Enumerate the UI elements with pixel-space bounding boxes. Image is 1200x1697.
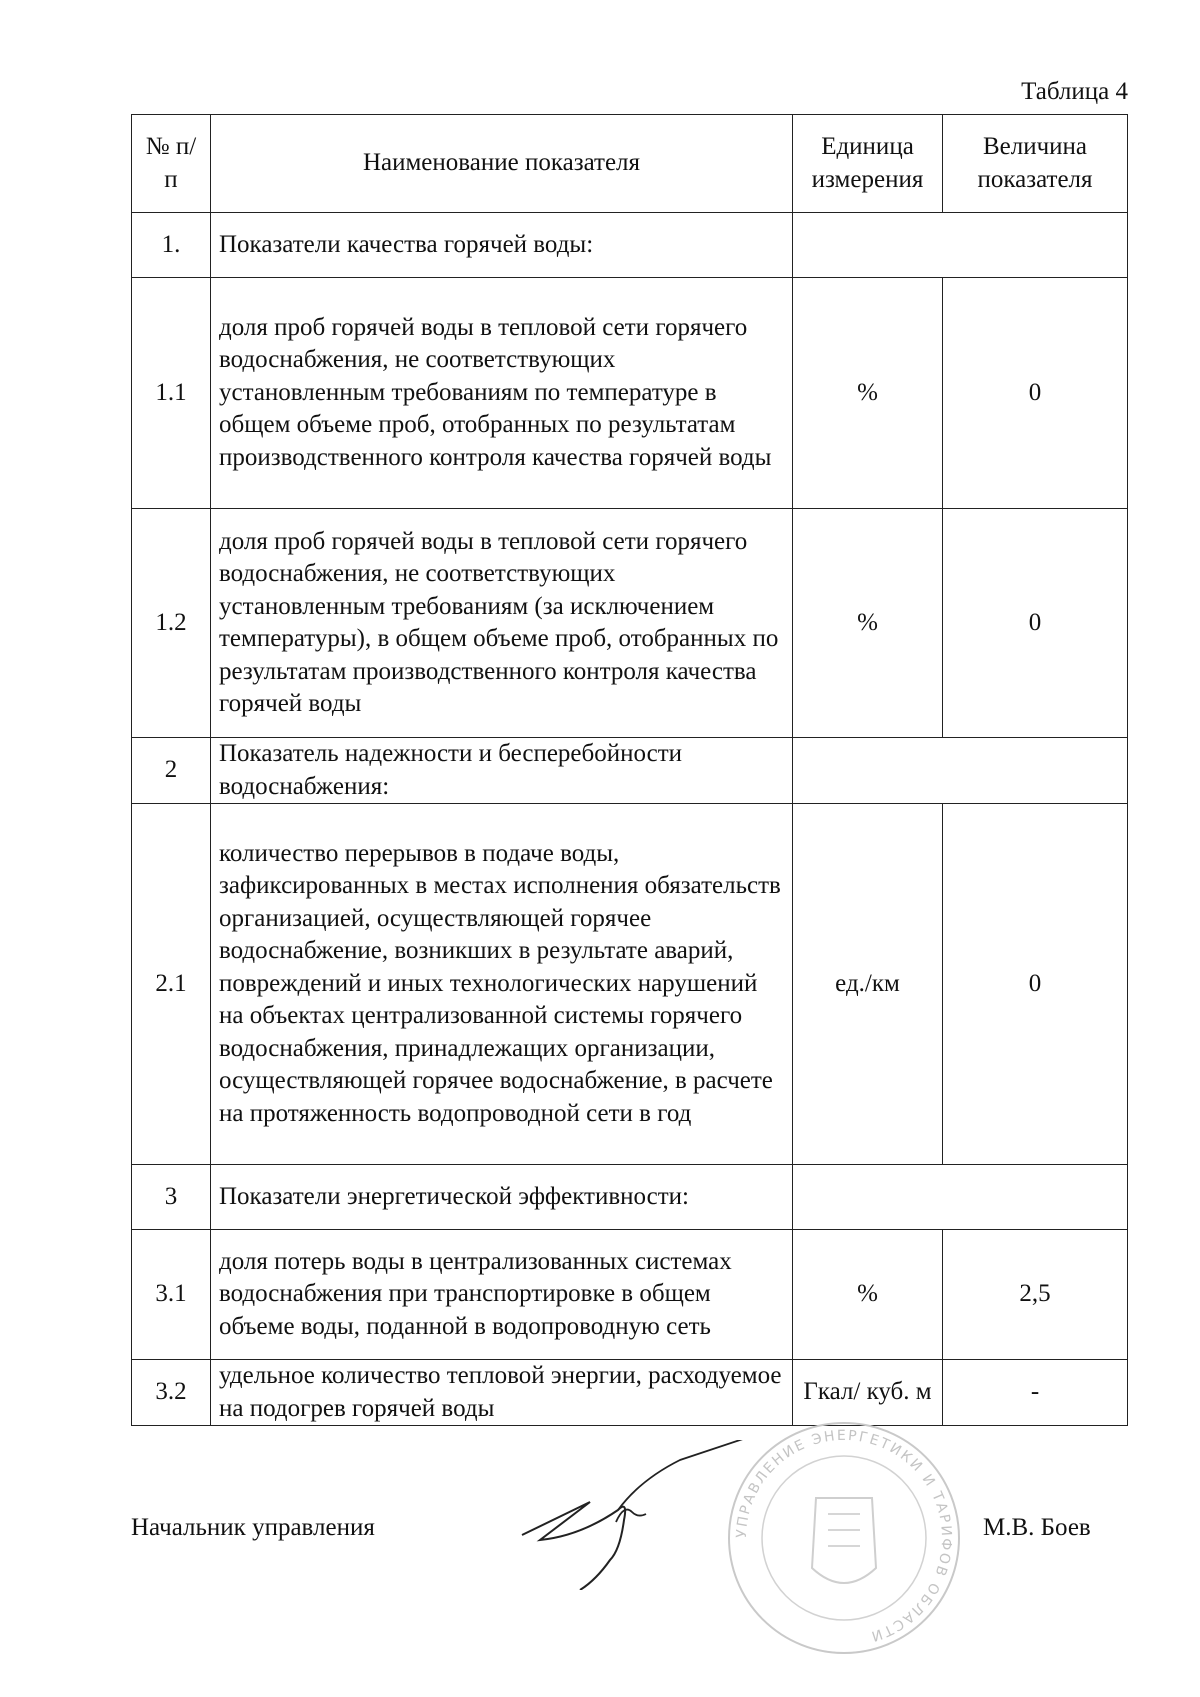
signatory-name: М.В. Боев [983, 1514, 1091, 1541]
row-name: доля проб горячей воды в тепловой сети горячего водоснабжения, не соответствующих установленным требованиям (за исключением температуры), в общем объеме проб, отобранных по результатам производственного контроля качества горячей воды [211, 509, 793, 738]
header-num: № п/п [132, 115, 211, 213]
row-num: 3.2 [132, 1360, 211, 1426]
table-row [132, 509, 1128, 738]
row-name: удельное количество тепловой энергии, расходуемое на подогрев горячей воды [211, 1360, 793, 1426]
row-unit: Гкал/ куб. м [793, 1360, 943, 1426]
row-name: Показатели энергетической эффективности: [211, 1165, 793, 1230]
row-name: Показатели качества горячей воды: [211, 213, 793, 278]
row-empty [793, 1165, 1128, 1230]
row-num: 1.1 [132, 278, 211, 509]
indicators-table [131, 114, 1128, 1426]
row-unit: % [793, 509, 943, 738]
row-unit: % [793, 1230, 943, 1360]
handwritten-signature [520, 1440, 820, 1590]
header-name: Наименование показателя [211, 115, 793, 213]
row-name: доля потерь воды в централизованных системах водоснабжения при транспортировке в общем объеме воды, поданной в водопроводную сеть [211, 1230, 793, 1360]
table-caption: Таблица 4 [1021, 78, 1128, 105]
table-row [132, 1165, 1128, 1230]
row-value: 0 [943, 804, 1128, 1165]
table-row [132, 738, 1128, 804]
row-num: 2 [132, 738, 211, 804]
header-unit: Единица измерения [793, 115, 943, 213]
table-row [132, 213, 1128, 278]
row-num: 2.1 [132, 804, 211, 1165]
header-value: Величина показателя [943, 115, 1128, 213]
row-value: 0 [943, 509, 1128, 738]
row-num: 3.1 [132, 1230, 211, 1360]
table-row [132, 804, 1128, 1165]
signatory-title: Начальник управления [131, 1514, 375, 1541]
table-header-row [132, 115, 1128, 213]
table-row [132, 1230, 1128, 1360]
table-row [132, 278, 1128, 509]
row-value: 0 [943, 278, 1128, 509]
row-name: Показатель надежности и бесперебойности водоснабжения: [211, 738, 793, 804]
row-unit: % [793, 278, 943, 509]
row-name: количество перерывов в подаче воды, зафиксированных в местах исполнения обязательств организацией, осуществляющей горячее водоснабжение, возникших в результате аварий, повреждений и иных технологических нарушений на объектах централизованной системы горячего водоснабжения, принадлежащих организации, осуществляющей горячее водоснабжение, в расчете на протяженность водопроводной сети в год [211, 804, 793, 1165]
row-num: 1.2 [132, 509, 211, 738]
row-num: 1. [132, 213, 211, 278]
row-value: - [943, 1360, 1128, 1426]
row-empty [793, 738, 1128, 804]
row-empty [793, 213, 1128, 278]
row-value: 2,5 [943, 1230, 1128, 1360]
table-row [132, 1360, 1128, 1426]
row-unit: ед./км [793, 804, 943, 1165]
row-name: доля проб горячей воды в тепловой сети горячего водоснабжения, не соответствующих установленным требованиям по температуре в общем объеме проб, отобранных по результатам производственного контроля качества горячей воды [211, 278, 793, 509]
row-num: 3 [132, 1165, 211, 1230]
stamp-text: УПРАВЛЕНИЕ ЭНЕРГЕТИКИ И ТАРИФОВ ОБЛАСТИ [733, 1427, 955, 1645]
